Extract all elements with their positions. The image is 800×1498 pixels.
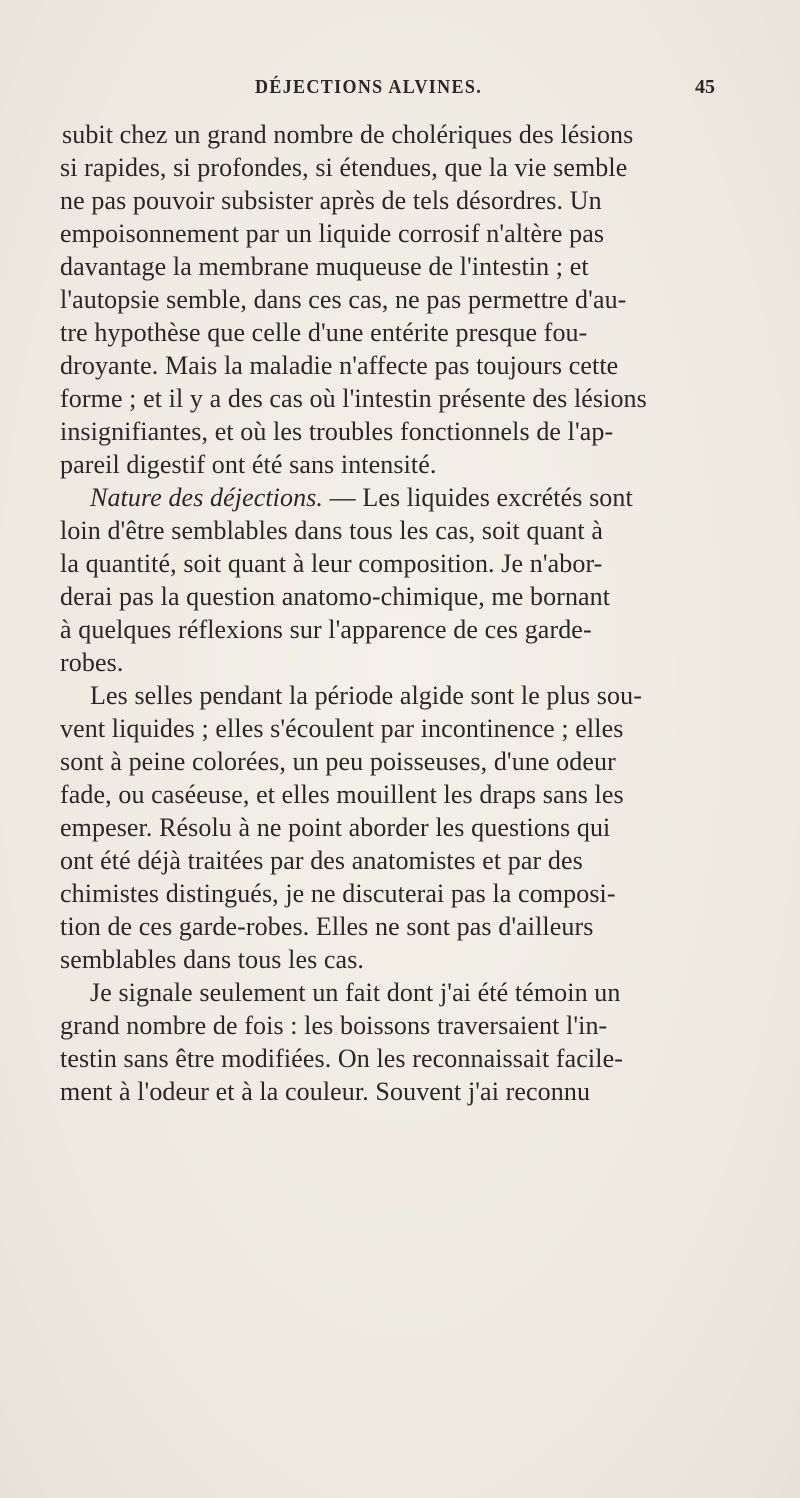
text-line: à quelques réflexions sur l'apparence de ces garde-: [60, 615, 592, 644]
text-line: grand nombre de fois : les boissons traversaient l'in-: [60, 1011, 608, 1040]
text-line: subit chez un grand nombre de cholériques des lésions: [62, 120, 634, 149]
text-line: insignifiantes, et où les troubles fonctionnels de l'ap-: [60, 417, 614, 446]
text-line: empeser. Résolu à ne point aborder les questions qui: [60, 813, 611, 842]
text-line: semblables dans tous les cas.: [60, 945, 365, 974]
text-line: davantage la membrane muqueuse de l'intestin ; et: [60, 252, 589, 281]
running-title: DÉJECTIONS ALVINES.: [255, 76, 483, 98]
section-heading-continuation: — Les liquides excrétés sont: [329, 483, 633, 512]
text-line: Les selles pendant la période algide sont le plus sou-: [90, 681, 642, 710]
text-line: vent liquides ; elles s'écoulent par incontinence ; elles: [60, 714, 624, 743]
text-line: [90, 481, 790, 514]
text-line: robes.: [60, 648, 124, 677]
text-line: derai pas la question anatomo-chimique, me bornant: [60, 582, 611, 611]
text-line: tion de ces garde-robes. Elles ne sont pas d'ailleurs: [60, 912, 594, 941]
text-line: sont à peine colorées, un peu poisseuses, d'une odeur: [60, 747, 616, 776]
text-line: pareil digestif ont été sans intensité.: [60, 450, 437, 479]
text-line: ont été déjà traitées par des anatomistes et par des: [60, 846, 583, 875]
running-head: [0, 76, 800, 104]
text-line: forme ; et il y a des cas où l'intestin présente des lésions: [60, 384, 647, 413]
text-line: loin d'être semblables dans tous les cas, soit quant à: [60, 516, 603, 545]
text-line: empoisonnement par un liquide corrosif n'altère pas: [60, 219, 605, 248]
text-line: tre hypothèse que celle d'une entérite presque fou-: [60, 318, 588, 347]
text-line: testin sans être modifiées. On les reconnaissait facile-: [60, 1044, 623, 1073]
text-line: ne pas pouvoir subsister après de tels désordres. Un: [60, 186, 602, 215]
text-line: Je signale seulement un fait dont j'ai été témoin un: [90, 978, 621, 1007]
text-line: l'autopsie semble, dans ces cas, ne pas permettre d'au-: [60, 285, 627, 314]
text-line: ment à l'odeur et à la couleur. Souvent j'ai reconnu: [60, 1077, 591, 1106]
text-line: droyante. Mais la maladie n'affecte pas toujours cette: [60, 351, 619, 380]
text-line: si rapides, si profondes, si étendues, que la vie semble: [60, 153, 628, 182]
text-line: fade, ou caséeuse, et elles mouillent les draps sans les: [60, 780, 624, 809]
section-heading: Nature des déjections.: [90, 483, 324, 512]
text-line: la quantité, soit quant à leur composition. Je n'abor-: [60, 549, 603, 578]
text-line: chimistes distingués, je ne discuterai pas la composi-: [60, 879, 616, 908]
page-number: 45: [695, 76, 715, 98]
